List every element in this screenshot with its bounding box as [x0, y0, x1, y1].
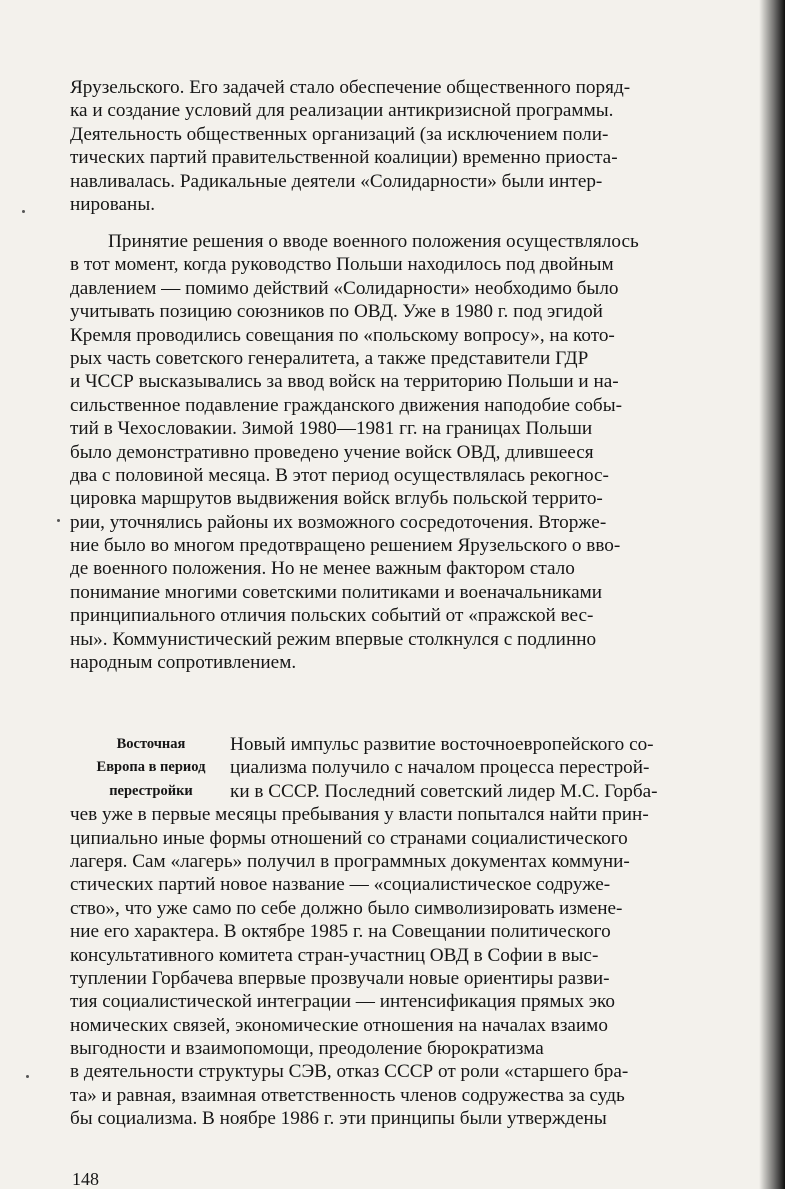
page-number: 148 [72, 1169, 99, 1189]
paragraph-2-line: рии, уточнялись районы их возможного сосредоточения. Вторже- [70, 511, 607, 533]
section-body-line: туплении Горбачева впервые прозвучали новые ориентиры разви- [70, 967, 610, 989]
paragraph-1 [70, 76, 738, 216]
paragraph-1-line: ка и создание условий для реализации антикризисной программы. [70, 100, 614, 122]
section-body-line: чев уже в первые месяцы пребывания у власти попытался найти прин- [70, 804, 649, 826]
paragraph-1-line: тических партий правительственной коалиции) временно приоста- [70, 147, 618, 169]
paragraph-2-line: народным сопротивлением. [70, 652, 297, 674]
paragraph-2-line: де военного положения. Но не менее важным фактором стало [70, 558, 575, 580]
paragraph-2-line: сильственное подавление гражданского движения наподобие собы- [70, 394, 622, 416]
paragraph-2-line: учитывать позицию союзников по ОВД. Уже в 1980 г. под эгидой [70, 301, 603, 323]
paragraph-2-line: принципиального отличия польских событий от «пражской вес- [70, 605, 594, 627]
paragraph-2-line: два с половиной месяца. В этот период осуществлялась рекогнос- [70, 464, 609, 486]
section-body-line: ние его характера. В октябре 1985 г. на Совещании политического [70, 921, 611, 943]
section-body-line: стических партий новое название — «социалистическое содруже- [70, 874, 611, 896]
paragraph-2-line: цировка маршрутов выдвижения войск вглубь польской террито- [70, 488, 603, 510]
section-heading-line: Европа в период [96, 759, 206, 776]
section-body-line: тия социалистической интеграции — интенсификация прямых эко [70, 991, 615, 1013]
section-heading-line: Восточная [116, 736, 186, 752]
paragraph-1-line: нированы. [70, 193, 156, 215]
paragraph-2-line: Принятие решения о вводе военного положения осуществлялось [108, 231, 639, 252]
paragraph-2-line: понимание многими советскими политиками и военачальниками [70, 581, 603, 603]
section-body-line: ство», что уже само по себе должно было символизировать измене- [70, 897, 623, 919]
scan-speck [57, 519, 60, 522]
paragraph-1-line: навливалась. Радикальные деятели «Солидарности» были интер- [70, 170, 603, 192]
section-body-line: консультативного комитета стран-участниц ОВД в Софии в выс- [70, 944, 599, 966]
section-body-line: лагеря. Сам «лагерь» получил в программных документах коммуни- [70, 850, 630, 872]
section-body-line: циализма получило с началом процесса перестрой- [230, 757, 650, 779]
paragraph-2-line: было демонстративно проведено учение войск ОВД, длившееся [70, 441, 594, 463]
section-body-line: бы социализма. В ноябре 1986 г. эти принципы были утверждены [70, 1108, 607, 1130]
paragraph-2-line: и ЧССР высказывались за ввод войск на территорию Польши и на- [70, 371, 619, 393]
section-body-line: выгодности и взаимопомощи, преодоление бюрократизма [70, 1038, 544, 1060]
paragraph-2-line: ние было во многом предотвращено решением Ярузельского о вво- [70, 535, 621, 557]
section-body-line: номических связей, экономические отношения на началах взаимо [70, 1014, 608, 1036]
paragraph-2-line: ны». Коммунистический режим впервые столкнулся с подлинно [70, 628, 597, 650]
section-body-line: ки в СССР. Последний советский лидер М.С. Горба- [230, 780, 658, 802]
page-edge-shadow [759, 0, 785, 1189]
section-body [70, 733, 738, 1131]
section-heading-line: перестройки [109, 782, 193, 799]
section-body-line: в деятельности структуры СЭВ, отказ СССР от роли «старшего бра- [70, 1061, 629, 1083]
paragraph-2-line: Кремля проводились совещания по «польскому вопросу», на кото- [70, 324, 615, 346]
paragraph-1-line: Деятельность общественных организаций (за исключением поли- [70, 123, 609, 145]
section-body-line: та» и равная, взаимная ответственность членов содружества за судь [70, 1084, 625, 1106]
paragraph-1-line: Ярузельского. Его задачей стало обеспечение общественного поряд- [70, 77, 631, 98]
paragraph-2 [70, 230, 738, 674]
scan-speck [22, 210, 25, 213]
paragraph-2-line: давлением — помимо действий «Солидарности» необходимо было [70, 277, 619, 299]
section-body-line: Новый импульс развитие восточноевропейского со- [230, 734, 654, 755]
scan-speck [26, 1075, 29, 1078]
paragraph-2-line: тий в Чехословакии. Зимой 1980—1981 гг. на границах Польши [70, 418, 593, 440]
paragraph-2-line: в тот момент, когда руководство Польши находилось под двойным [70, 254, 614, 276]
paragraph-2-line: рых часть советского генералитета, а также представители ГДР [70, 347, 589, 369]
section-body-line: ципиально иные формы отношений со странами социалистического [70, 827, 628, 849]
